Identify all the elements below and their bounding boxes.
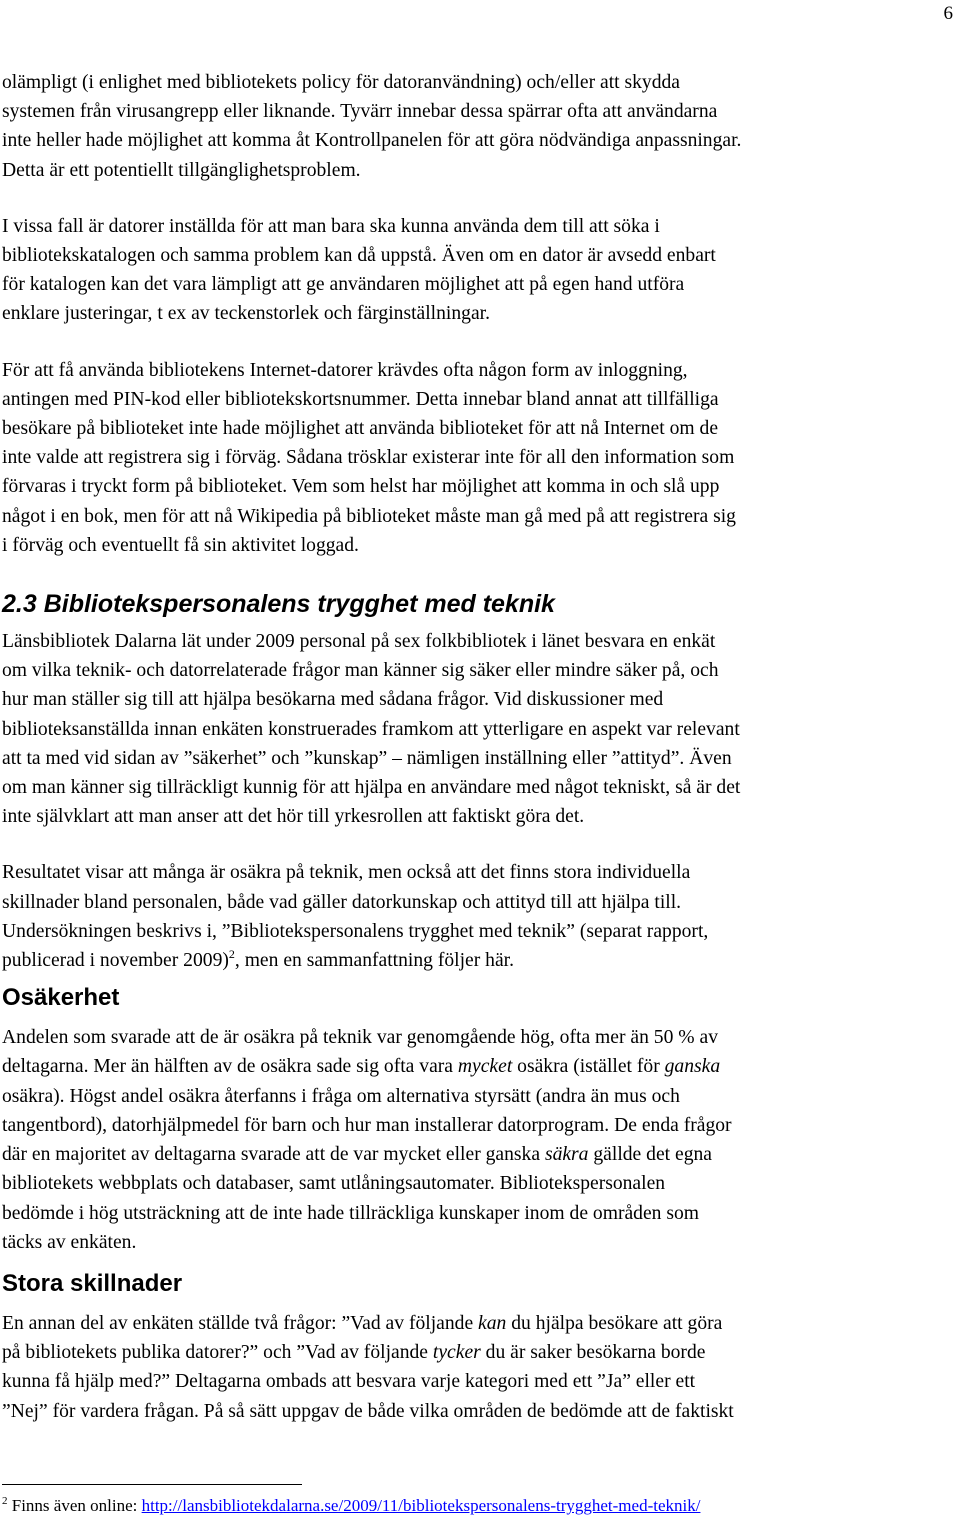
text-line: Resultatet visar att många är osäkra på teknik, men också att det finns stora individuella bbox=[2, 862, 691, 884]
text-segment: du hjälpa besökare att göra bbox=[506, 1312, 723, 1334]
footnote-reference[interactable]: 2 bbox=[228, 947, 235, 962]
section-heading: 2.3 Bibliotekspersonalens trygghet med teknik bbox=[2, 590, 555, 619]
text-line: hur man ställer sig till att hjälpa besökarna med sådana frågor. Vid diskussioner med bbox=[2, 689, 664, 711]
text-line: inte heller hade möjlighet att komma åt Kontrollpanelen för att göra nödvändiga anpassningar. bbox=[2, 130, 742, 152]
text-segment: publicerad i november 2009) bbox=[2, 950, 229, 972]
text-line: kunna få hjälp med?” Deltagarna ombads att besvara varje kategori med ett ”Ja” eller ett bbox=[2, 1371, 696, 1393]
paragraph-7 bbox=[2, 1309, 954, 1426]
text-line: Länsbibliotek Dalarna lät under 2009 personal på sex folkbibliotek i länet besvara en enkät bbox=[2, 631, 716, 653]
text-line: om man känner sig tillräckligt kunnig för att hjälpa en användare med något tekniskt, så är det bbox=[2, 777, 741, 799]
text-line: bibliotekets webbplats och databaser, samt utlåningsautomater. Bibliotekspersonalen bbox=[2, 1173, 666, 1195]
text-line: antingen med PIN-kod eller bibliotekskortsnummer. Detta innebar bland annat att tillfälliga bbox=[2, 388, 719, 410]
footnote-separator bbox=[2, 1484, 302, 1485]
text-line: inte valde att registrera sig i förväg. Sådana trösklar existerar inte för all den information som bbox=[2, 447, 735, 469]
text-line: täcks av enkäten. bbox=[2, 1231, 137, 1253]
text-line: Detta är ett potentiellt tillgänglighetsproblem. bbox=[2, 159, 361, 181]
emphasis: ganska bbox=[664, 1056, 721, 1078]
text-line: Andelen som svarade att de är osäkra på teknik var genomgående hög, ofta mer än 50 % av bbox=[2, 1027, 718, 1049]
text-segment: på bibliotekets publika datorer?” och ”Vad av följande bbox=[2, 1342, 433, 1364]
paragraph-4 bbox=[2, 627, 954, 831]
text-line bbox=[2, 1309, 954, 1338]
text-line bbox=[2, 1052, 954, 1081]
text-line: inte självklart att man anser att det hör till yrkesrollen att faktiskt göra det. bbox=[2, 806, 585, 828]
paragraph-3 bbox=[2, 356, 954, 560]
text-line: osäkra). Högst andel osäkra återfanns i fråga om alternativa styrsätt (andra än mus och bbox=[2, 1085, 680, 1107]
text-line bbox=[2, 1338, 954, 1367]
text-line: systemen från virusangrepp eller liknande. Tyvärr innebar dessa spärrar ofta att användarna bbox=[2, 101, 718, 123]
text-line: att ta med vid sidan av ”säkerhet” och ”kunskap” – nämligen inställning eller ”attityd”. Även bbox=[2, 747, 732, 769]
text-segment: där en majoritet av deltagarna svarade att de var mycket eller ganska bbox=[2, 1144, 545, 1166]
footnote-number: 2 bbox=[2, 1495, 8, 1507]
emphasis: mycket bbox=[457, 1056, 513, 1078]
paragraph-2 bbox=[2, 212, 954, 329]
text-line: biblioteksanställda innan enkäten konstruerades framkom att ytterligare en aspekt var relevant bbox=[2, 718, 740, 740]
text-line: I vissa fall är datorer inställda för att man bara ska kunna använda dem till att söka i bbox=[2, 215, 660, 237]
paragraph-1 bbox=[2, 68, 954, 185]
text-line: ”Nej” för vardera frågan. På så sätt uppgav de både vilka områden de bedömde att de faktiskt bbox=[2, 1400, 734, 1422]
text-line: för katalogen kan det vara lämpligt att ge användaren möjlighet att på egen hand utföra bbox=[2, 274, 685, 296]
text-line: olämpligt (i enlighet med bibliotekets policy för datoranvändning) och/eller att skydda bbox=[2, 72, 680, 93]
text-line: För att få använda bibliotekens Internet-datorer krävdes ofta någon form av inloggning, bbox=[2, 359, 688, 381]
document-body bbox=[2, 68, 954, 1426]
paragraph-5 bbox=[2, 858, 954, 975]
text-line: Undersökningen beskrivs i, ”Bibliotekspersonalens trygghet med teknik” (separat rapport, bbox=[2, 920, 709, 942]
text-line: i förväg och eventuellt få sin aktivitet loggad. bbox=[2, 534, 359, 556]
footnote-text: Finns även online: bbox=[7, 1496, 142, 1515]
text-line: enklare justeringar, t ex av teckenstorlek och färginställningar. bbox=[2, 303, 490, 325]
text-segment: deltagarna. Mer än hälften av de osäkra sade sig ofta vara bbox=[2, 1056, 458, 1078]
emphasis: kan bbox=[478, 1312, 507, 1334]
page-number: 6 bbox=[943, 3, 953, 24]
subheading-stora-skillnader: Stora skillnader bbox=[2, 1269, 183, 1297]
paragraph-6 bbox=[2, 1023, 954, 1257]
text-line: bibliotekskatalogen och samma problem kan då uppstå. Även om en dator är avsedd enbart bbox=[2, 245, 716, 267]
text-line: besökare på biblioteket inte hade möjlighet att använda biblioteket för att nå Internet om de bbox=[2, 418, 719, 440]
emphasis: säkra bbox=[544, 1144, 589, 1166]
text-segment: , men en sammanfattning följer här. bbox=[234, 950, 515, 972]
footnote bbox=[2, 1494, 700, 1518]
footnote-link[interactable]: http://lansbibliotekdalarna.se/2009/11/bibliotekspersonalens-trygghet-med-teknik/ bbox=[141, 1496, 701, 1515]
text-line: något i en bok, men för att nå Wikipedia på biblioteket måste man gå med på att registrera sig bbox=[2, 505, 736, 527]
text-line bbox=[2, 1140, 954, 1169]
text-segment: gällde det egna bbox=[588, 1144, 712, 1166]
subheading-osakerhet: Osäkerhet bbox=[2, 984, 120, 1012]
text-line: tangentbord), datorhjälpmedel för barn och hur man installerar datorprogram. De enda frågor bbox=[2, 1114, 732, 1136]
text-line: bedömde i hög utsträckning att de inte hade tillräckliga kunskaper inom de områden som bbox=[2, 1202, 700, 1224]
text-line bbox=[2, 946, 954, 975]
text-line: skillnader bland personalen, både vad gäller datorkunskap och attityd till att hjälpa till. bbox=[2, 891, 682, 913]
text-line: om vilka teknik- och datorrelaterade frågor man känner sig säker eller mindre säker på, och bbox=[2, 660, 719, 682]
text-line: förvaras i tryckt form på biblioteket. Vem som helst har möjlighet att komma in och slå upp bbox=[2, 476, 720, 498]
text-segment: du är saker besökarna borde bbox=[480, 1342, 706, 1364]
text-segment: osäkra (istället för bbox=[512, 1056, 665, 1078]
text-segment: En annan del av enkäten ställde två frågor: ”Vad av följande bbox=[2, 1312, 479, 1334]
emphasis: tycker bbox=[432, 1342, 481, 1364]
